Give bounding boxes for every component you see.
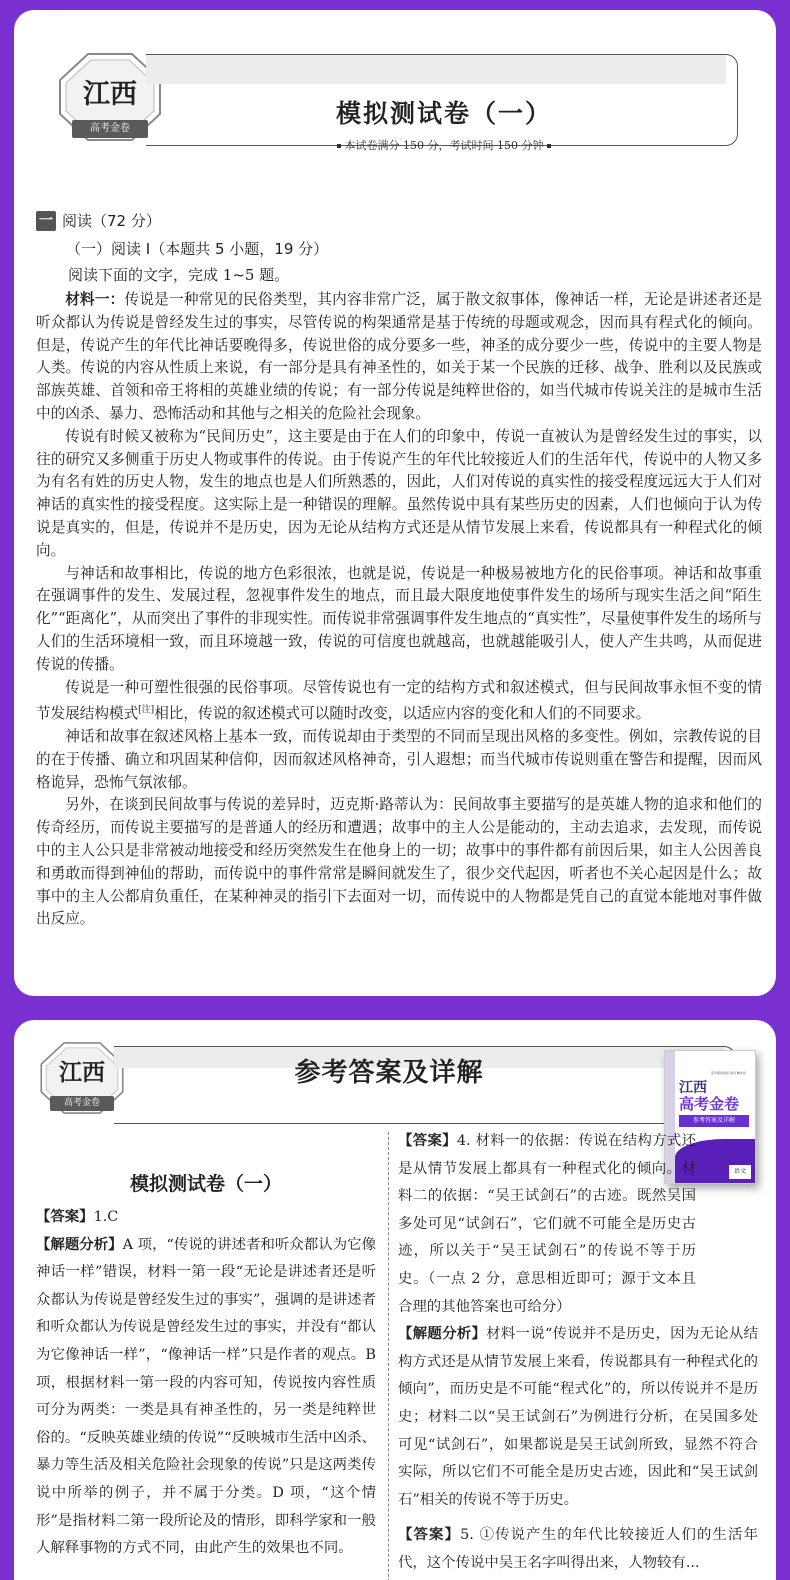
jiangxi-seal-badge — [38, 1038, 126, 1118]
column-divider — [388, 1132, 389, 1580]
reading-instruction: 阅读下面的文字，完成 1~5 题。 — [68, 266, 290, 284]
passage-paragraph: 传说有时候又被称为“民间历史”，这主要是由于在人们的印象中，传说一直被认为是曾经发生过的事实，以往的研究又多侧重于历史人物或事件的传说。由于传说产生的年代比较接近人们的生活年代，传说中的人物又多为有名有姓的历史人物，发生的地点也是人们所熟悉的，因此，人们对传说的真实性的接受程度远远大于人们对神话的真实性的接受程度。这实际上是一种错误的理解。虽然传说中具有某些历史的因素，人们也倾向于认为传说是真实的，但是，传说并不是历史，因为无论从结构方式还是从情节发展上来看，传说都具有一种程式化的倾向。 — [36, 427, 762, 559]
section-number-icon: 一 — [36, 211, 56, 231]
footnote-marker: [注] — [138, 705, 155, 716]
subsection-heading: （一）阅读 I（本题共 5 小题，19 分） — [66, 240, 329, 258]
answers-left-column — [36, 1170, 376, 1563]
badge-label: 高考金卷 — [72, 120, 148, 138]
book-band: 参考答案及详解 — [679, 1115, 749, 1127]
exam-title: 模拟测试卷（一） — [335, 99, 552, 128]
material-label: 材料一： — [65, 291, 125, 308]
exam-subtitle: 本试卷满分 150 分，考试时间 150 分钟 — [144, 137, 744, 153]
book-subject: 语文 — [729, 1165, 751, 1179]
badge-label: 高考金卷 — [50, 1096, 114, 1111]
answers-card — [14, 1020, 776, 1580]
section-heading — [36, 210, 161, 231]
exam-paper-card — [14, 10, 776, 996]
badge-province: 江西 — [83, 79, 137, 110]
answer-item: 【答案】4. 材料一的依据：传说在结构方式还是从情节发展上都具有一种程式化的倾向。材料二的依据：“吴王试剑石”的古迹。既然吴国多处可见“试剑石”，它们就不可能全是历史古迹，所以关于“吴王试剑石”的传说不等于历史。（一点 2 分，意思相近即可；源于文本且合理的其他答案也可给分） — [398, 1133, 696, 1315]
book-title-province: 江西 — [679, 1080, 707, 1096]
answers-title: 参考答案及详解 — [294, 1058, 484, 1088]
badge-province: 江西 — [59, 1059, 105, 1086]
answer-item: 【答案】5. ①传说产生的年代比较接近人们的生活年代，这个传说中吴王名字叫得出来，人物较有... — [398, 1527, 758, 1571]
passage-paragraph: 另外，在谈到民间故事与传说的差异时，迈克斯·路蒂认为：民间故事主要描写的是英雄人物的追求和他们的传奇经历，而传说主要描写的是普通人的经历和遭遇；故事中的主人公是能动的，主动去追求，去发现，而传说中的主人公只是非常被动地接受和经历突然发生在他身上的一切；故事中的事件都有前因后果，如主人公因善良和勇敢而得到神仙的帮助，而传说中的事件常常是瞬间就发生了，很少交代起因，听者也不关心起因是什么；故事中的主人公都肩负重任，在某种神灵的指引下去面对一切，而传说中的人物都是凭自己的直觉本能地对事件做出反应。 — [36, 796, 762, 928]
passage-paragraph: 材料一：传说是一种常见的民俗类型，其内容非常广泛，属于散文叙事体，像神话一样，无论是讲述者还是听众都认为传说是曾经发生过的事实，尽管传说的构架通常是基于传统的母题或观念，因而具有程式化的倾向。但是，传说产生的年代比神话要晚得多，传说世俗的成分要多一些，神圣的成分要少一些，传说中的主要人物是人类。传说的内容从性质上来说，有一部分是具有神圣性的，如关于某一个民族的迁移、战争、胜利以及民族或部族英雄、首领和帝王将相的英雄业绩的传说；有一部分传说是纯粹世俗的，如当代城市传说关注的是城市生活中的凶杀、暴力、恐怖活动和其他与之相关的危险社会现象。 — [36, 291, 762, 422]
book-small-text: 高考模拟演练 测试 精选卷 — [711, 1071, 746, 1075]
book-title-name: 高考金卷 — [679, 1095, 740, 1113]
passage-paragraph: 传说是一种可塑性很强的民俗事项。尽管传说也有一定的结构方式和叙述模式，但与民间故事永恒不变的情节发展结构模式[注]相比，传说的叙述模式可以随时改变，以适应内容的变化和人们的不同要求。 — [36, 678, 762, 723]
section-title: 阅读（72 分） — [62, 212, 161, 230]
answer-item: 【答案】1.C — [36, 1209, 119, 1225]
passage-paragraph: 神话和故事在叙述风格上基本一致，而传说却由于类型的不同而呈现出风格的多变性。例如，宗教传说的目的在于传播、确立和巩固某种信仰，因而叙述风格神奇，引人遐想；而当代城市传说则重在警告和提醒，因而风格诡异，恐怖气氛浓郁。 — [36, 728, 762, 791]
answers-right-column — [398, 1128, 758, 1578]
passage-paragraph: 与神话和故事相比，传说的地方色彩很浓，也就是说，传说是一种极易被地方化的民俗事项。神话和故事重在强调事件的发生、发展过程，忽视事件发生的地点，而且最大限度地使事件发生的场所与现实生活之间“陌生化”“距离化”，从而突出了事件的非现实性。而传说非常强调事件发生地点的“真实性”，尽量使事件发生的场所与人们的生活环境相一致，而且环境越一致，传说的可信度也就越高，也就越能吸引人，使人产生共鸣，从而促进传说的传播。 — [36, 564, 762, 673]
reading-passage — [36, 289, 762, 931]
analysis-item: 【解题分析】材料一说“传说并不是历史，因为无论从结构方式还是从情节发展上来看，传说都具有一种程式化的倾向”，而历史是不可能“程式化”的，所以传说并不是历史；材料二以“吴王试剑石”为例进行分析，在吴国多处可见“试剑石”，如果都说是吴王试剑所致，显然不符合实际，所以它们不可能全是历史古迹，因此和“吴王试剑石”相关的传说不等于历史。 — [398, 1326, 758, 1508]
analysis-item: 【解题分析】A 项，“传说的讲述者和听众都认为它像神话一样”错误，材料一第一段“无论是讲述者还是听众都认为传说是曾经发生过的事实”，强调的是讲述者和听众都认为传说是曾经发生过的事实，并没有“都认为它像神话一样”，“像神话一样”只是作者的观点。B 项，根据材料一第一段的内容可知，传说按内容性质可分为两类：一类是具有神圣性的，另一类是纯粹世俗的。“反映英雄业绩的传说”“反映城市生活中凶杀、暴力等生活及相关危险社会现象的传说”只是这两类传说中所举的例子，并不属于分类。D 项，“这个情形”是指材料二第一段所论及的情形，即科学家和一般人解释事物的方式不同，由此产生的效果也不同。 — [36, 1236, 376, 1557]
answers-paper-title: 模拟测试卷（一） — [129, 1173, 282, 1195]
